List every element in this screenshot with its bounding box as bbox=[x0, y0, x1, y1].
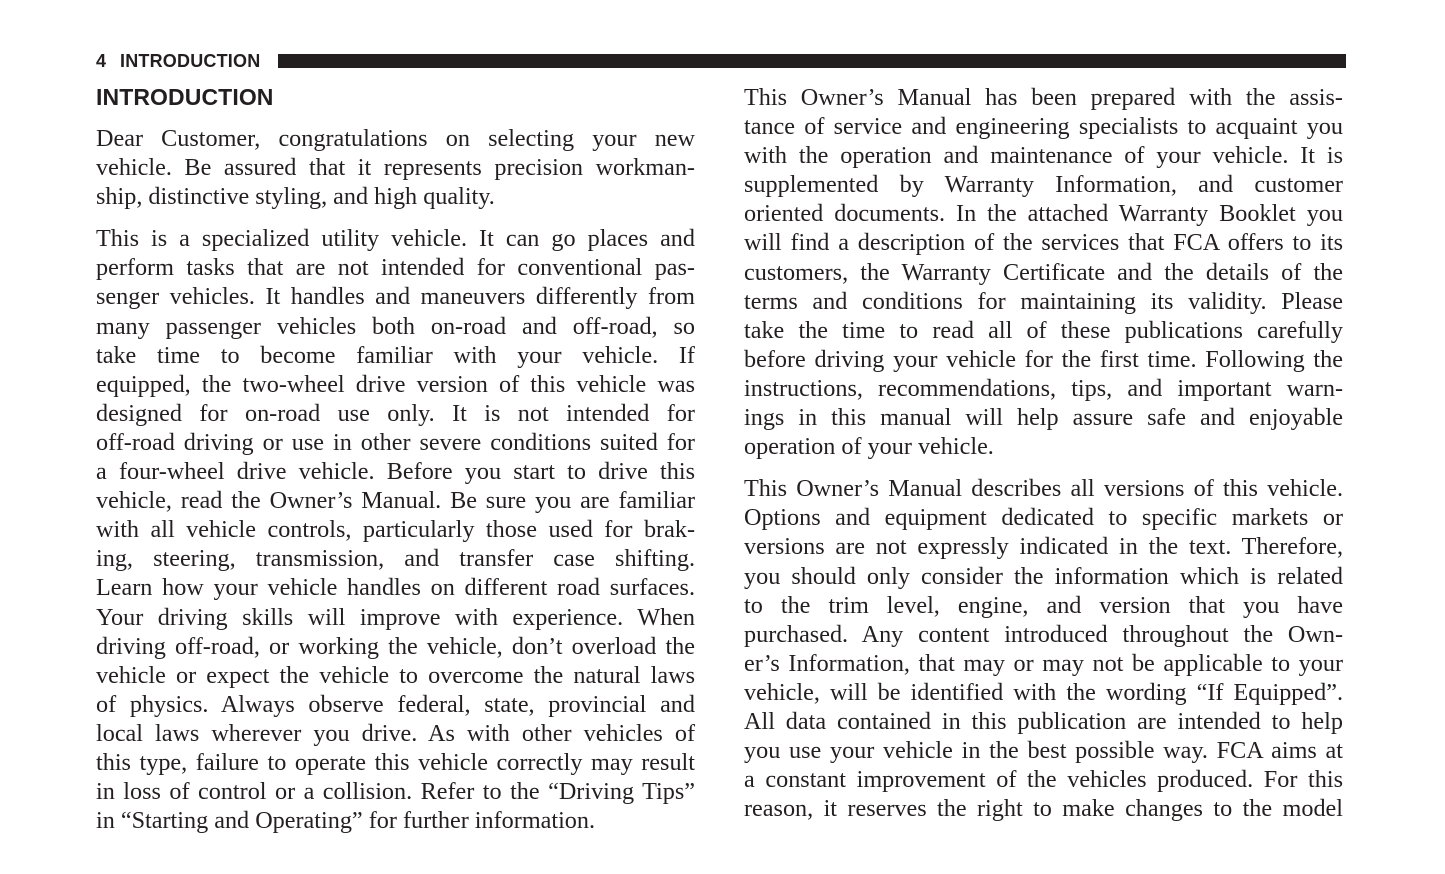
text-line: terms and conditions for maintaining its validity. Please bbox=[744, 287, 1343, 315]
text-line: Options and equipment dedicated to specific markets or bbox=[744, 504, 1343, 532]
text-line: This is a specialized utility vehicle. It can go places and bbox=[96, 225, 695, 253]
text-line: in loss of control or a collision. Refer to the “Driving Tips” bbox=[96, 778, 695, 806]
page-number: 4 bbox=[96, 50, 107, 71]
text-line: customers, the Warranty Certificate and the details of the bbox=[744, 258, 1343, 286]
text-line: ings in this manual will help assure safe and enjoyable bbox=[744, 404, 1343, 432]
text-line: this type, failure to operate this vehicle correctly may result bbox=[96, 748, 695, 776]
text-line: you use your vehicle in the best possible way. FCA aims at bbox=[744, 737, 1343, 765]
text-line: you should only consider the information which is related bbox=[744, 562, 1343, 590]
text-line: take time to become familiar with your vehicle. If bbox=[96, 341, 695, 369]
text-line: vehicle, read the Owner’s Manual. Be sure you are familiar bbox=[96, 487, 695, 515]
body-paragraph bbox=[744, 83, 1343, 461]
text-line: This Owner’s Manual has been prepared with the assis- bbox=[744, 84, 1343, 111]
text-line: a four-wheel drive vehicle. Before you start to drive this bbox=[96, 458, 695, 486]
body-paragraph bbox=[744, 474, 1343, 823]
running-header bbox=[96, 50, 1346, 72]
text-line: off-road driving or use in other severe conditions suited for bbox=[96, 428, 695, 456]
text-line: equipped, the two-wheel drive version of this vehicle was bbox=[96, 370, 695, 398]
header-rule bbox=[278, 54, 1346, 68]
text-line: reason, it reserves the right to make changes to the model bbox=[744, 795, 1343, 823]
text-line: vehicle. Be assured that it represents precision workman- bbox=[96, 154, 695, 182]
text-line: of physics. Always observe federal, state, provincial and bbox=[96, 690, 695, 718]
text-line: instructions, recommendations, tips, and important warn- bbox=[744, 374, 1343, 402]
section-heading: INTRODUCTION bbox=[96, 84, 274, 110]
text-line: to the trim level, engine, and version that you have bbox=[744, 591, 1343, 619]
text-line: senger vehicles. It handles and maneuvers differently from bbox=[96, 283, 695, 311]
running-section-title: INTRODUCTION bbox=[120, 50, 261, 71]
text-line: All data contained in this publication are intended to help bbox=[744, 707, 1343, 735]
text-line: will find a description of the services that FCA offers to its bbox=[744, 229, 1343, 257]
text-line: tance of service and engineering specialists to acquaint you bbox=[744, 113, 1343, 141]
text-line: take the time to read all of these publications carefully bbox=[744, 316, 1343, 344]
text-line: versions are not expressly indicated in the text. Therefore, bbox=[744, 533, 1343, 561]
right-paragraphs bbox=[744, 83, 1343, 823]
text-line: Learn how your vehicle handles on different road surfaces. bbox=[96, 574, 695, 602]
text-line: ship, distinctive styling, and high quality. bbox=[96, 183, 495, 211]
text-line: with all vehicle controls, particularly those used for brak- bbox=[96, 516, 695, 544]
text-line: in “Starting and Operating” for further information. bbox=[96, 807, 596, 835]
text-line: vehicle, will be identified with the wording “If Equipped”. bbox=[744, 678, 1343, 706]
text-line: before driving your vehicle for the first time. Following the bbox=[744, 345, 1343, 373]
left-paragraphs bbox=[96, 124, 695, 835]
text-line: This Owner’s Manual describes all versions of this vehicle. bbox=[744, 475, 1343, 503]
text-line: a constant improvement of the vehicles produced. For this bbox=[744, 766, 1343, 794]
text-line: oriented documents. In the attached Warranty Booklet you bbox=[744, 200, 1343, 228]
text-line: designed for on-road use only. It is not intended for bbox=[96, 399, 695, 427]
text-line: purchased. Any content introduced throughout the Own- bbox=[744, 620, 1343, 648]
text-line: ing, steering, transmission, and transfer case shifting. bbox=[96, 545, 695, 573]
text-line: supplemented by Warranty Information, and customer bbox=[744, 171, 1343, 199]
text-line: vehicle or expect the vehicle to overcome the natural laws bbox=[96, 661, 695, 689]
text-line: operation of your vehicle. bbox=[744, 433, 994, 461]
text-line: er’s Information, that may or may not be applicable to your bbox=[744, 649, 1343, 677]
text-line: driving off-road, or working the vehicle, don’t overload the bbox=[96, 632, 695, 660]
text-line: Your driving skills will improve with experience. When bbox=[96, 603, 695, 631]
text-line: with the operation and maintenance of your vehicle. It is bbox=[744, 142, 1343, 170]
text-line: local laws wherever you drive. As with other vehicles of bbox=[96, 719, 695, 747]
text-line: Dear Customer, congratulations on selecting your new bbox=[96, 125, 695, 152]
text-line: many passenger vehicles both on-road and off-road, so bbox=[96, 312, 695, 340]
body-paragraph bbox=[96, 124, 695, 211]
body-paragraph bbox=[96, 224, 695, 835]
text-line: perform tasks that are not intended for conventional pas- bbox=[96, 254, 695, 282]
left-column bbox=[96, 84, 695, 848]
right-column bbox=[744, 83, 1343, 836]
